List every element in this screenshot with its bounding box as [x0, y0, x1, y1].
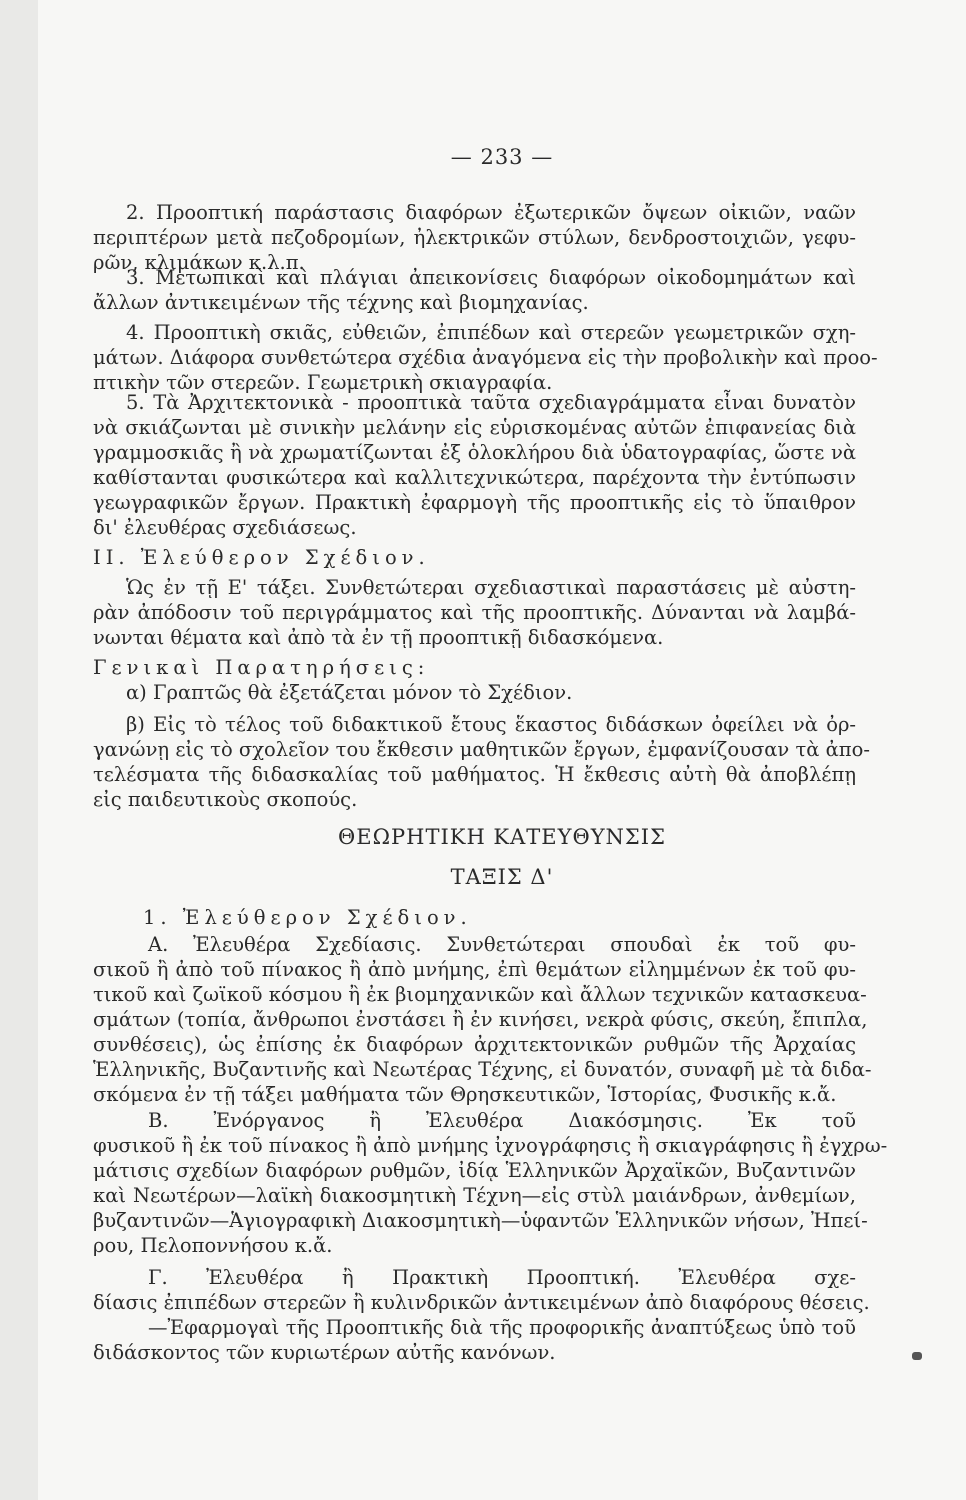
text-line: νὰ σκιάζωνται μὲ σινικὴν μελάνην εἰς εὑρισκομένας αὐτῶν ἐπιφανείας διὰ [93, 416, 856, 439]
text-line: βυζαντινῶν—Ἁγιογραφικὴ Διακοσμητικὴ—ὑφαντῶν Ἑλληνικῶν νήσων, Ἠπεί- [93, 1209, 868, 1232]
text-line: 3. Μετωπικαὶ καὶ πλάγιαι ἀπεικονίσεις διαφόρων οἰκοδομημάτων καὶ [126, 266, 856, 289]
text-line: —Ἐφαρμογαὶ τῆς Προοπτικῆς διὰ τῆς προφορικῆς ἀναπτύξεως ὑπὸ τοῦ [148, 1316, 856, 1339]
text-line: δι' ἐλευθέρας σχεδιάσεως. [93, 516, 357, 539]
text-line: πτικὴν τῶν στερεῶν. Γεωμετρικὴ σκιαγραφία. [93, 371, 553, 394]
text-line: 4. Προοπτικὴ σκιᾶς, εὐθειῶν, ἐπιπέδων καὶ στερεῶν γεωμετρικῶν σχη- [126, 321, 856, 344]
text-line: σμάτων (τοπία, ἄνθρωποι ἐνστάσει ἢ ἐν κινήσει, νεκρὰ φύσις, σκεύη, ἔπιπλα, [93, 1008, 868, 1031]
page-number: — 233 — [450, 145, 554, 169]
section-title: Γενικαὶ Παρατηρήσεις: [93, 656, 430, 679]
text-line: σικοῦ ἢ ἀπὸ τοῦ πίνακος ἢ ἀπὸ μνήμης, ἐπὶ θεμάτων εἰλημμένων ἐκ τοῦ φυ- [93, 958, 856, 981]
text-line: τελέσματα τῆς διδασκαλίας τοῦ μαθήματος. Ἡ ἔκθεσις αὐτὴ θὰ ἀποβλέπῃ [93, 763, 856, 786]
text-line: ρὰν ἀπόδοσιν τοῦ περιγράμματος καὶ τῆς προοπτικῆς. Δύνανται νὰ λαμβά- [93, 601, 856, 624]
text-line: Α. Ἐλευθέρα Σχεδίασις. Συνθετώτεραι σπουδαὶ ἐκ τοῦ φυ- [148, 933, 856, 956]
text-line: μάτισις σχεδίων διαφόρων ρυθμῶν, ἰδίᾳ Ἑλληνικῶν Ἀρχαϊκῶν, Βυζαντινῶν [93, 1159, 856, 1182]
text-line: α) Γραπτῶς θὰ ἐξετάζεται μόνον τὸ Σχέδιον. [126, 681, 573, 704]
text-line: τικοῦ καὶ ζωϊκοῦ κόσμου ἢ ἐκ βιομηχανικῶν καὶ ἄλλων τεχνικῶν κατασκευα- [93, 983, 867, 1006]
section-title: II. Ἐλεύθερον Σχέδιον. [93, 546, 430, 569]
text-line: μάτων. Διάφορα συνθετώτερα σχέδια ἀναγόμενα εἰς τὴν προβολικὴν καὶ προο- [93, 346, 878, 369]
text-line: σκόμενα ἐν τῇ τάξει μαθήματα τῶν Θρησκευτικῶν, Ἱστορίας, Φυσικῆς κ.ἄ. [93, 1083, 837, 1106]
text-line: διδάσκοντος τῶν κυριωτέρων αὐτῆς κανόνων. [93, 1341, 556, 1364]
text-line: 5. Τὰ Ἀρχιτεκτονικὰ - προοπτικὰ ταῦτα σχεδιαγράμματα εἶναι δυνατὸν [126, 391, 856, 414]
text-line: Γ. Ἐλευθέρα ἢ Πρακτικὴ Προοπτική. Ἐλευθέρα σχε- [148, 1266, 856, 1289]
text-line: β) Εἰς τὸ τέλος τοῦ διδακτικοῦ ἔτους ἕκαστος διδάσκων ὀφείλει νὰ ὀρ- [126, 713, 856, 736]
text-line: Ἑλληνικῆς, Βυζαντινῆς καὶ Νεωτέρας Τέχνης, εἰ δυνατόν, συναφῆ μὲ τὰ διδα- [93, 1058, 872, 1081]
text-line: εἰς παιδευτικοὺς σκοπούς. [93, 788, 358, 811]
text-line: ρῶν, κλιμάκων κ.λ.π. [93, 251, 305, 274]
text-line: περιπτέρων μετὰ πεζοδρομίων, ἠλεκτρικῶν στύλων, δενδροστοιχιῶν, γεφυ- [93, 226, 856, 249]
text-line: γραμμοσκιᾶς ἢ νὰ χρωματίζωνται ἐξ ὁλοκλήρου διὰ ὑδατογραφίας, ὥστε νὰ [93, 441, 856, 464]
text-line: ἄλλων ἀντικειμένων τῆς τέχνης καὶ βιομηχανίας. [93, 291, 589, 314]
text-line: φυσικοῦ ἢ ἐκ τοῦ πίνακος ἢ ἀπὸ μνήμης ἰχνογράφησις ἢ σκιαγράφησις ἢ ἐγχρω- [93, 1134, 888, 1157]
text-line: Β. Ἐνόργανος ἢ Ἐλευθέρα Διακόσμησις. Ἐκ τοῦ [148, 1109, 856, 1132]
text-line: ρου, Πελοποννήσου κ.ἄ. [93, 1234, 333, 1257]
subsection-title: 1. Ἐλεύθερον Σχέδιον. [143, 906, 472, 929]
text-line: δίασις ἐπιπέδων στερεῶν ἢ κυλινδρικῶν ἀντικειμένων ἀπὸ διαφόρους θέσεις. [93, 1291, 870, 1314]
main-heading: ΘΕΩΡΗΤΙΚΗ ΚΑΤΕΥΘΥΝΣΙΣ [338, 825, 666, 849]
text-line: νωνται θέματα καὶ ἀπὸ τὰ ἐν τῇ προοπτικῇ διδασκόμενα. [93, 626, 664, 649]
text-line: γεωγραφικῶν ἔργων. Πρακτικὴ ἐφαρμογὴ τῆς προοπτικῆς εἰς τὸ ὕπαιθρον [93, 491, 856, 514]
class-heading: ΤΑΞΙΣ Δ' [450, 865, 554, 889]
text-line: Ὡς ἐν τῇ Ε' τάξει. Συνθετώτεραι σχεδιαστικαὶ παραστάσεις μὲ αὐστη- [126, 576, 856, 599]
text-line: καθίστανται φυσικώτερα καὶ καλλιτεχνικώτερα, παρέχοντα τὴν ἐντύπωσιν [93, 466, 856, 489]
text-line: συνθέσεις), ὡς ἐπίσης ἐκ διαφόρων ἀρχιτεκτονικῶν ρυθμῶν τῆς Ἀρχαίας [93, 1033, 856, 1056]
text-line: 2. Προοπτική παράστασις διαφόρων ἐξωτερικῶν ὄψεων οἰκιῶν, ναῶν [126, 201, 856, 224]
text-line: καὶ Νεωτέρων—λαϊκὴ διακοσμητικὴ Τέχνη—εἰς στὺλ μαιάνδρων, ἀνθεμίων, [93, 1184, 856, 1207]
ink-mark [912, 1352, 922, 1360]
text-line: γανώνῃ εἰς τὸ σχολεῖον του ἔκθεσιν μαθητικῶν ἔργων, ἐμφανίζουσαν τὰ ἀπο- [93, 738, 870, 761]
